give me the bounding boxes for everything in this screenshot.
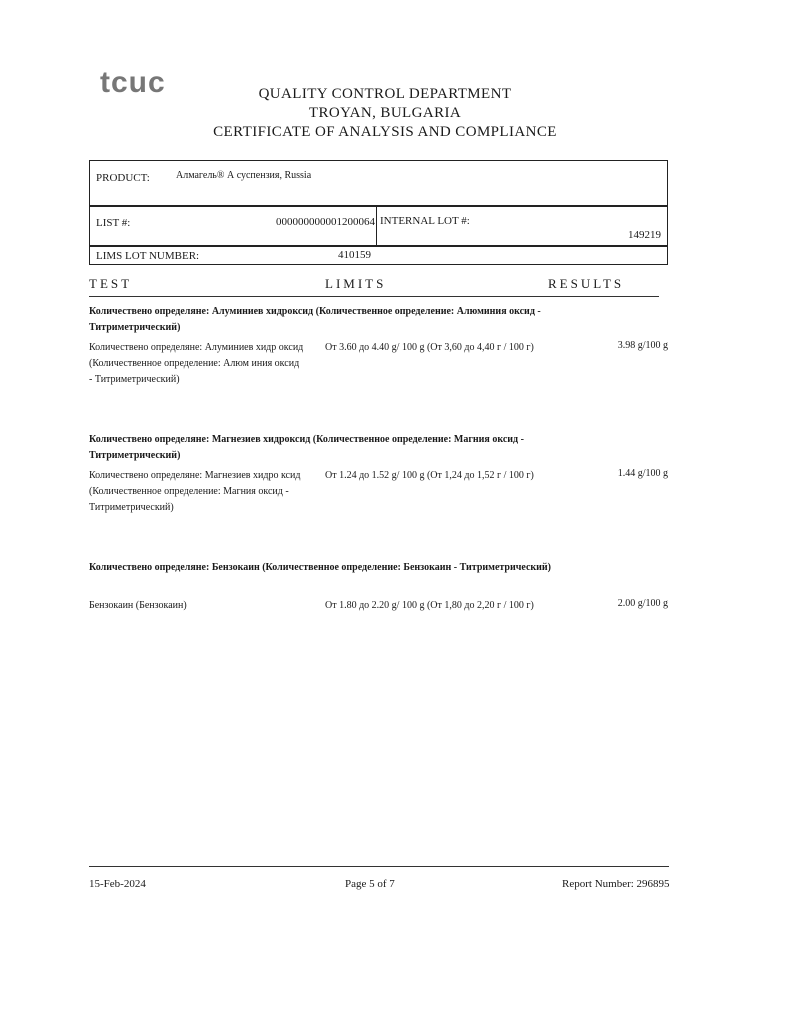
test-name: Бензокаин (Бензокаин): [89, 600, 187, 611]
test-limit: От 1.24 до 1.52 g/ 100 g (От 1,24 до 1,52 г / 100 г): [325, 470, 534, 481]
lims-value: 410159: [338, 249, 371, 261]
department-title: QUALITY CONTROL DEPARTMENT: [258, 86, 512, 102]
column-limits: LIMITS: [325, 276, 387, 291]
section-title: Количествено определяне: Магнезиев хидроксид (Количественное определение: Магния оксид - Титриметрический): [89, 434, 524, 461]
section-title: Количествено определяне: Алуминиев хидроксид (Количественное определение: Алюминия оксид - Титриметрический): [89, 306, 541, 333]
footer-report-number: Report Number: 296895: [562, 878, 670, 890]
test-name: Количествено определяне: Алуминиев хидр оксид (Количественное определение: Алюм иния оксид - Титриметрический): [89, 342, 304, 385]
list-divider: [376, 207, 377, 245]
location-title: TROYAN, BULGARIA: [308, 105, 462, 121]
test-result: 1.44 g/100 g: [617, 468, 668, 479]
column-test: TEST: [89, 276, 133, 291]
company-logo: tcuc: [100, 66, 166, 99]
internal-lot-label: INTERNAL LOT #:: [380, 215, 470, 227]
list-box: [89, 206, 668, 246]
footer-rule: [89, 866, 669, 867]
list-value: 000000000001200064: [276, 216, 375, 228]
list-label: LIST #:: [96, 217, 131, 229]
test-limit: От 1.80 до 2.20 g/ 100 g (От 1,80 до 2,20 г / 100 г): [325, 600, 534, 611]
lims-box: [89, 246, 668, 265]
test-limit: От 3.60 до 4.40 g/ 100 g (От 3,60 до 4,40 г / 100 г): [325, 342, 534, 353]
test-result: 2.00 g/100 g: [617, 598, 668, 609]
lims-label: LIMS LOT NUMBER:: [96, 250, 200, 262]
test-result: 3.98 g/100 g: [617, 340, 668, 351]
section-title: Количествено определяне: Бензокаин (Количественное определение: Бензокаин - Титриметрический): [89, 562, 552, 573]
test-name: Количествено определяне: Магнезиев хидро ксид (Количественное определение: Магния оксид - Титриметрический): [89, 470, 301, 513]
certificate-title: CERTIFICATE OF ANALYSIS AND COMPLIANCE: [213, 124, 557, 140]
internal-lot-value: 149219: [628, 229, 661, 241]
product-box: [89, 160, 668, 206]
product-value: Алмагель® А суспензия, Russia: [176, 170, 312, 181]
footer-date: 15-Feb-2024: [89, 878, 146, 890]
footer-page: Page 5 of 7: [345, 878, 395, 890]
column-rule: [89, 296, 659, 297]
product-label: PRODUCT:: [96, 172, 150, 184]
column-results: RESULTS: [548, 276, 625, 291]
